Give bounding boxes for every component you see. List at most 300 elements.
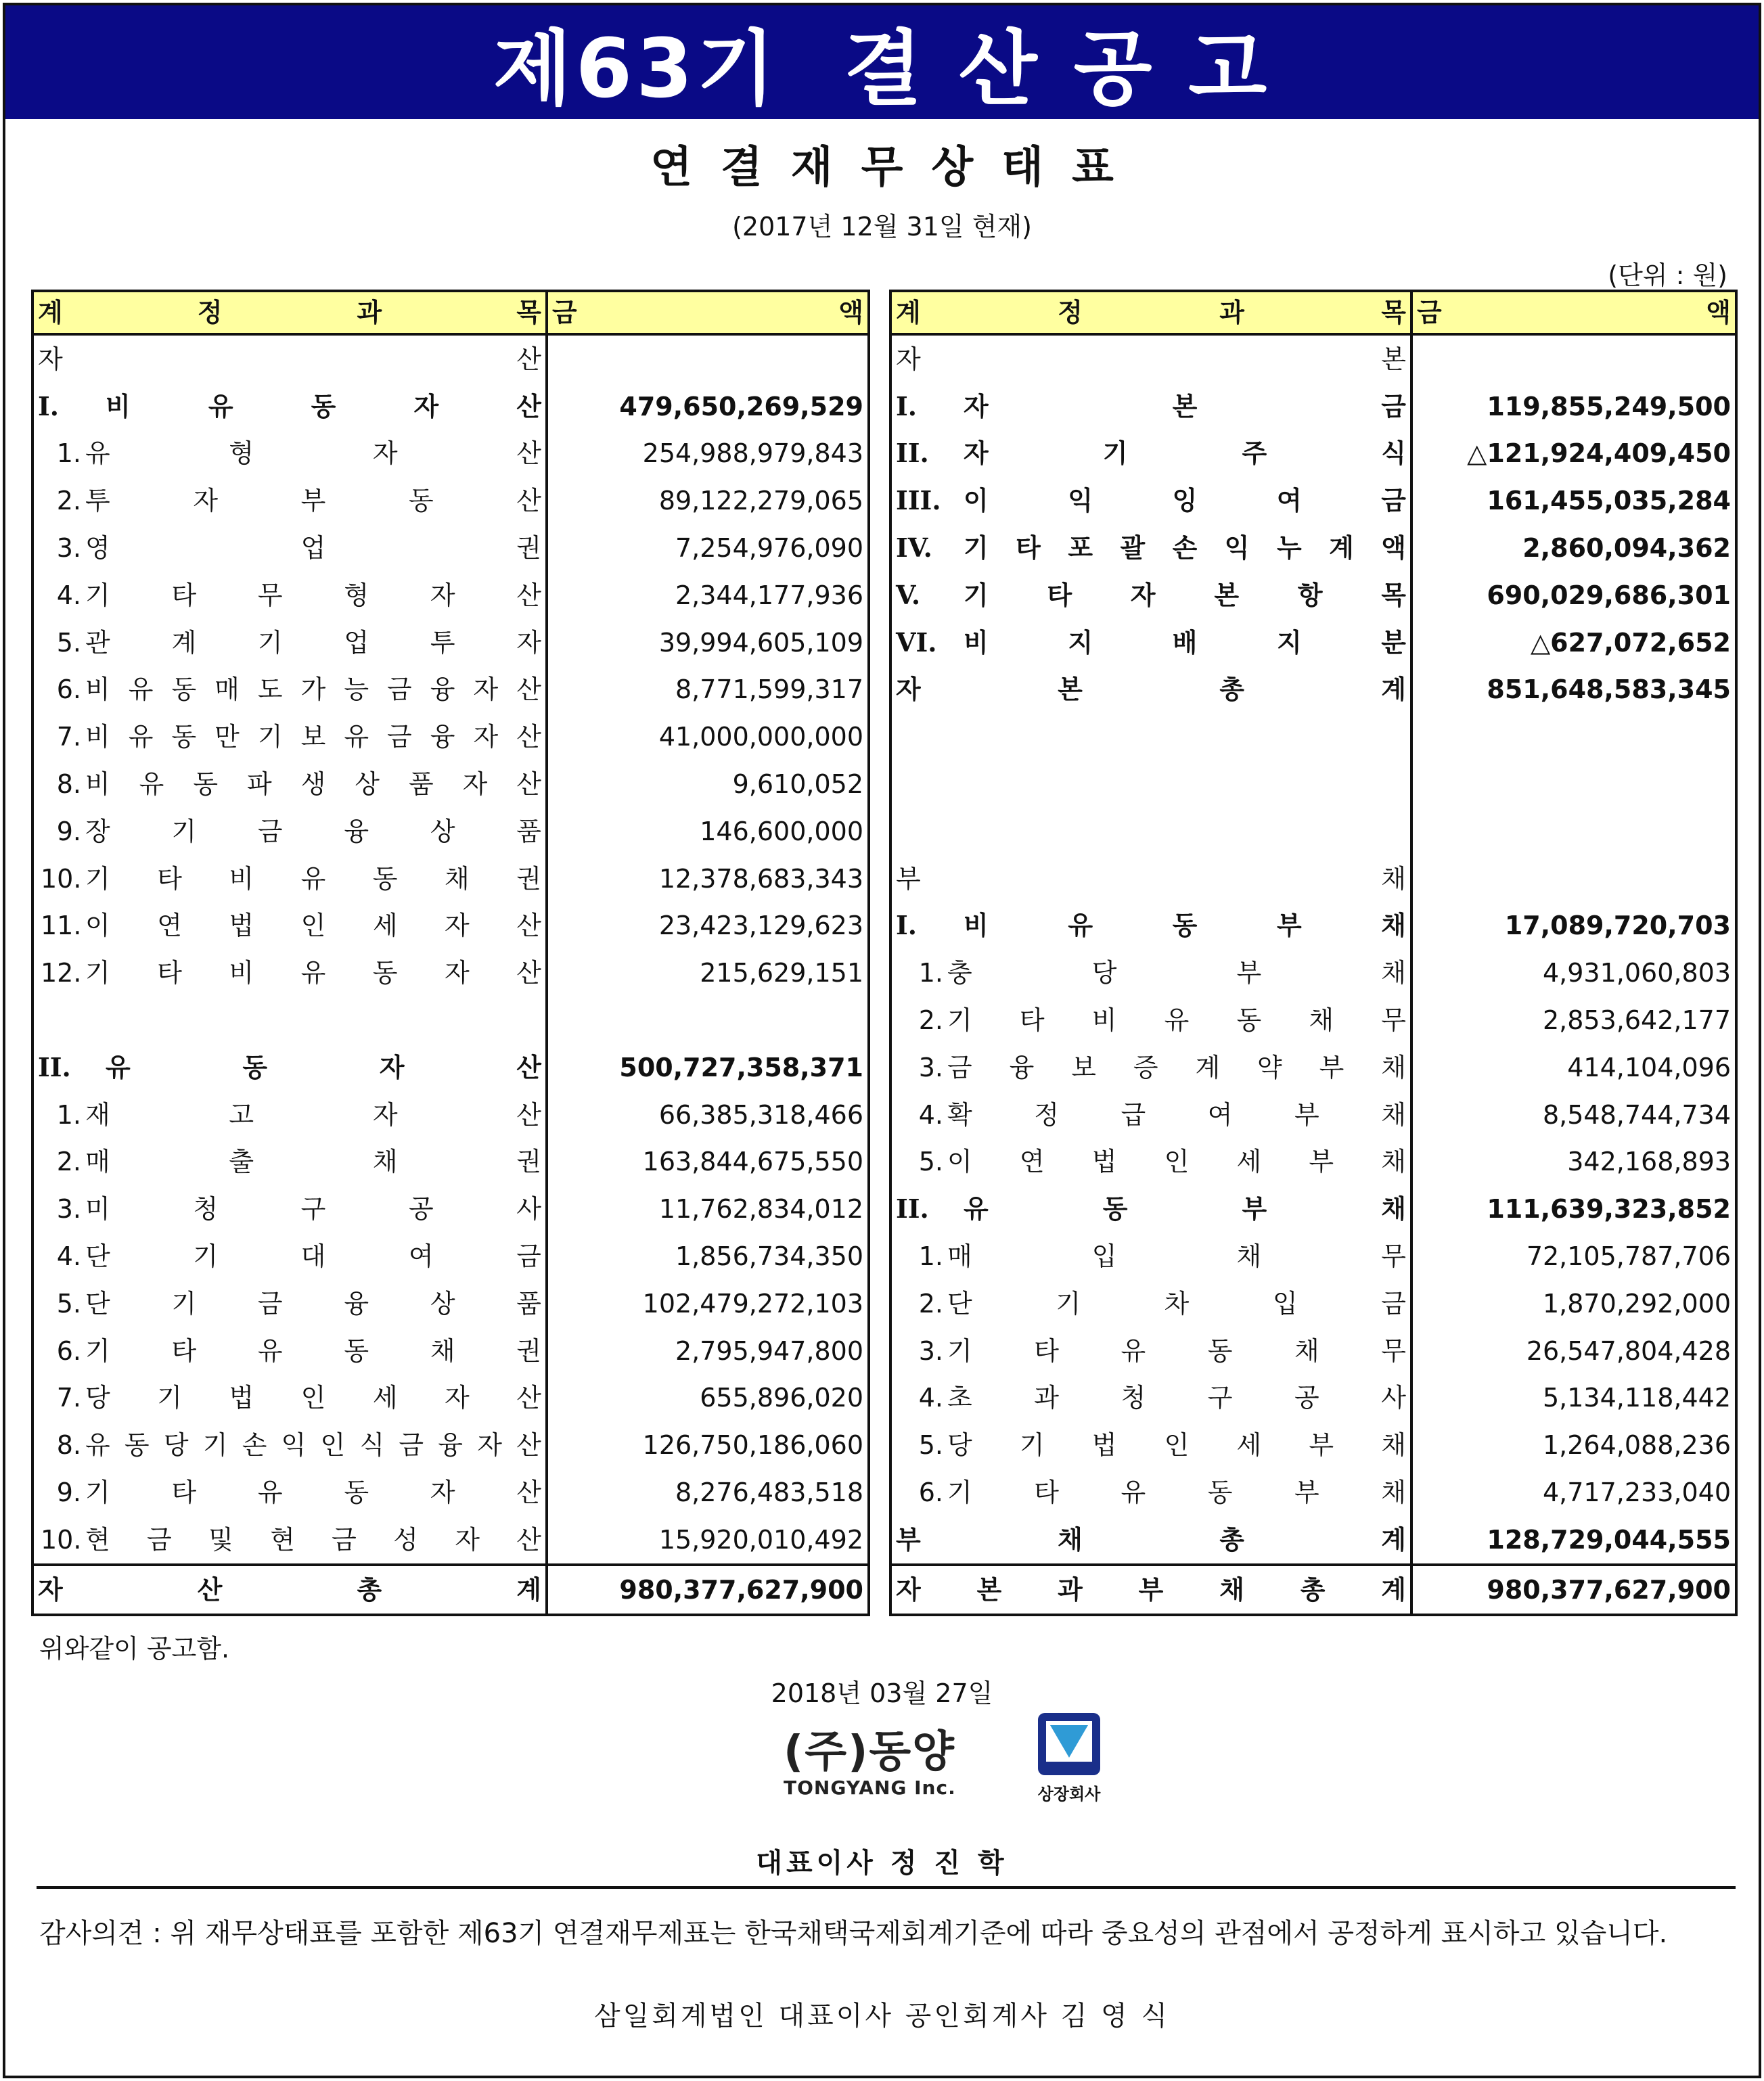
label-char: 본 xyxy=(1058,674,1083,705)
label-char: 당 xyxy=(1091,958,1117,988)
account-cell xyxy=(32,1091,547,1139)
label-char: 무 xyxy=(257,580,283,610)
item-number: 2. xyxy=(918,1288,943,1319)
label-char: 식 xyxy=(1381,438,1406,469)
account-cell xyxy=(890,1233,1411,1280)
label-char: 금 xyxy=(399,1430,424,1461)
label-char: 권 xyxy=(516,533,541,564)
label-char: 동 xyxy=(408,486,434,516)
account-cell xyxy=(890,1327,1411,1375)
label-char: 동 xyxy=(372,958,398,988)
amount-cell xyxy=(1411,855,1736,902)
label-char: 가 xyxy=(300,674,326,705)
label-char: 투 xyxy=(430,627,455,658)
item-number: 5. xyxy=(918,1147,943,1177)
label-char: 기 xyxy=(85,863,110,894)
amount-cell: 66,385,318,466 xyxy=(547,1091,869,1139)
table-header-row xyxy=(890,291,1736,334)
table-row xyxy=(32,1516,869,1565)
label-char: 기 xyxy=(964,580,989,610)
item-number: 3. xyxy=(56,533,81,564)
label-char: 상 xyxy=(355,769,380,800)
table-row xyxy=(890,760,1736,808)
label-char: 산 xyxy=(197,1574,223,1605)
label-char: 타 xyxy=(171,1335,197,1366)
label-char: 산 xyxy=(516,391,541,421)
item-number: 1. xyxy=(918,958,943,988)
label-char: 채 xyxy=(1236,1241,1262,1272)
account-cell xyxy=(32,430,547,478)
label-char: 유 xyxy=(964,1194,989,1225)
label-char: 익 xyxy=(1068,486,1093,516)
table-row xyxy=(890,477,1736,524)
account-cell xyxy=(32,1233,547,1280)
label-char: 이 xyxy=(85,911,110,941)
item-number: 3. xyxy=(56,1194,81,1225)
label-char: 동 xyxy=(344,1335,369,1366)
label-char: 산 xyxy=(516,344,541,374)
label-char: 청 xyxy=(1121,1383,1146,1413)
emblem-shape xyxy=(1035,1710,1103,1778)
label-char: 유 xyxy=(300,863,326,894)
table-row xyxy=(890,1469,1736,1516)
table-row xyxy=(890,949,1736,997)
label-char: 익 xyxy=(1224,533,1250,564)
label-char: 인 xyxy=(300,1383,326,1413)
label-char: 자 xyxy=(38,1574,63,1605)
roman-numeral: I. xyxy=(38,390,60,421)
account-cell xyxy=(890,430,1411,478)
label-char: 부 xyxy=(896,1524,921,1555)
table-row xyxy=(32,477,869,524)
label-char: 과 xyxy=(1058,1574,1083,1605)
title-banner xyxy=(5,5,1759,119)
amount-cell: 655,896,020 xyxy=(547,1375,869,1422)
label-char: 자 xyxy=(896,344,921,374)
amount-cell: 15,920,010,492 xyxy=(547,1516,869,1565)
table-row xyxy=(890,572,1736,619)
label-char: 산 xyxy=(516,1052,541,1082)
label-char: 금 xyxy=(147,1524,172,1555)
label-char: 당 xyxy=(947,1430,972,1461)
account-cell xyxy=(890,949,1411,997)
amount-cell xyxy=(1411,713,1736,760)
label-char: 성 xyxy=(393,1524,418,1555)
amount-cell: △121,924,409,450 xyxy=(1411,430,1736,478)
amount-cell: △627,072,652 xyxy=(1411,619,1736,666)
table-row xyxy=(32,1421,869,1469)
label-char: 현 xyxy=(85,1524,110,1555)
account-cell xyxy=(32,524,547,572)
roman-numeral: II. xyxy=(896,438,929,469)
label-char: 매 xyxy=(214,674,240,705)
equity-liabilities-table xyxy=(889,290,1738,1616)
account-cell xyxy=(32,1280,547,1327)
roman-numeral: I. xyxy=(896,390,918,421)
table-row xyxy=(32,1091,869,1139)
label-char: 본 xyxy=(1381,344,1406,374)
table-row xyxy=(32,997,869,1044)
label-char: 총 xyxy=(1219,674,1244,705)
label-char: 자 xyxy=(896,1574,921,1605)
label-char: 포 xyxy=(1068,533,1093,564)
table-row xyxy=(32,1139,869,1186)
label-char: 자 xyxy=(372,1099,398,1130)
table-row xyxy=(32,1327,869,1375)
account-cell xyxy=(890,808,1411,855)
label-char: 액 xyxy=(1706,298,1731,327)
item-number: 10. xyxy=(41,1524,82,1555)
label-char: 채 xyxy=(1381,1194,1406,1225)
label-char: 주 xyxy=(1242,438,1267,469)
item-number: 5. xyxy=(918,1430,943,1461)
label-char: 채 xyxy=(1381,958,1406,988)
emblem-label: 상장회사 xyxy=(1037,1785,1101,1804)
account-cell xyxy=(890,1375,1411,1422)
label-char: 손 xyxy=(242,1430,267,1461)
account-cell xyxy=(890,334,1411,383)
label-char: 기 xyxy=(202,1430,228,1461)
label-char: 총 xyxy=(1219,1524,1244,1555)
amount-cell: 690,029,686,301 xyxy=(1411,572,1736,619)
account-cell xyxy=(890,477,1411,524)
table-row xyxy=(890,902,1736,950)
item-number: 3. xyxy=(918,1052,943,1082)
label-char: 계 xyxy=(1381,1574,1406,1605)
table-row xyxy=(890,430,1736,478)
label-char: 인 xyxy=(320,1430,346,1461)
label-char: 만 xyxy=(214,722,240,752)
label-char: 비 xyxy=(85,722,110,752)
audit-opinion: 감사의견 : 위 재무상태표를 포함한 제63기 연결재무제표는 한국채택국제회계기준에 따라 중요성의 관점에서 공정하게 표시하고 있습니다. xyxy=(39,1918,1668,1949)
label-char: 자 xyxy=(1130,580,1156,610)
item-number: 1. xyxy=(56,1099,81,1130)
table-row xyxy=(32,666,869,714)
item-number: 2. xyxy=(918,1005,943,1036)
account-cell xyxy=(890,1565,1411,1615)
label-char: 자 xyxy=(455,1524,480,1555)
label-char: 연 xyxy=(157,911,182,941)
label-char: 괄 xyxy=(1120,533,1146,564)
label-char: 법 xyxy=(229,911,254,941)
label-char: 자 xyxy=(462,769,488,800)
table-row xyxy=(32,1469,869,1516)
table-row xyxy=(890,713,1736,760)
label-char: 익 xyxy=(281,1430,307,1461)
assets-table xyxy=(31,290,870,1616)
label-char: 당 xyxy=(163,1430,189,1461)
account-cell xyxy=(32,713,547,760)
label-char: 타 xyxy=(1034,1335,1059,1366)
label-char: 당 xyxy=(85,1383,110,1413)
label-char: 산 xyxy=(516,1383,541,1413)
label-char: 채 xyxy=(1219,1574,1244,1605)
label-char: 유 xyxy=(128,722,154,752)
item-number: 4. xyxy=(56,580,81,610)
table-header-row xyxy=(32,291,869,334)
account-cell xyxy=(32,808,547,855)
amount-cell: 2,344,177,936 xyxy=(547,572,869,619)
label-char: 식 xyxy=(359,1430,385,1461)
amount-cell: 5,134,118,442 xyxy=(1411,1375,1736,1422)
table-row xyxy=(890,1327,1736,1375)
label-char: 기 xyxy=(193,1241,219,1272)
label-char: 차 xyxy=(1164,1288,1190,1319)
account-cell xyxy=(32,902,547,950)
label-char: 채 xyxy=(1381,1147,1406,1177)
label-char: 관 xyxy=(85,627,110,658)
label-char: 동 xyxy=(124,1430,150,1461)
label-char: 부 xyxy=(1236,958,1262,988)
label-char: 산 xyxy=(516,486,541,516)
table-row xyxy=(32,524,869,572)
amount-cell: 9,610,052 xyxy=(547,760,869,808)
label-char: 동 xyxy=(1236,1005,1262,1036)
label-char: 동 xyxy=(344,1478,369,1508)
amount-cell xyxy=(1411,808,1736,855)
label-char: 자 xyxy=(445,958,470,988)
label-char: 약 xyxy=(1257,1052,1282,1082)
label-char: 배 xyxy=(1172,627,1198,658)
label-char: 채 xyxy=(1381,1430,1406,1461)
label-char: 입 xyxy=(1272,1288,1298,1319)
amount-cell: 851,648,583,345 xyxy=(1411,666,1736,714)
item-number: 1. xyxy=(56,438,81,469)
table-row xyxy=(32,855,869,902)
label-char: 계 xyxy=(896,298,921,327)
label-char: 상 xyxy=(430,1288,455,1319)
label-char: 품 xyxy=(408,769,434,800)
label-char: 기 xyxy=(947,1005,972,1036)
amount-cell: 1,870,292,000 xyxy=(1411,1280,1736,1327)
label-char: 자 xyxy=(473,722,499,752)
account-cell xyxy=(890,760,1411,808)
item-number: 5. xyxy=(56,627,81,658)
amount-cell: 500,727,358,371 xyxy=(547,1044,869,1091)
amount-cell xyxy=(547,997,869,1044)
label-char: 융 xyxy=(438,1430,463,1461)
label-char: 자 xyxy=(193,486,219,516)
label-char: 타 xyxy=(171,1478,197,1508)
item-number: 1. xyxy=(918,1241,943,1272)
item-number: 3. xyxy=(918,1335,943,1366)
label-char: 비 xyxy=(106,391,131,421)
label-char: 유 xyxy=(85,1430,110,1461)
label-char: 자 xyxy=(430,580,455,610)
label-char: 채 xyxy=(1058,1524,1083,1555)
label-char: 기 xyxy=(1056,1288,1081,1319)
label-char: 금 xyxy=(947,1052,972,1082)
label-char: 미 xyxy=(85,1194,110,1225)
label-char: 산 xyxy=(516,1524,541,1555)
label-char: 비 xyxy=(229,863,254,894)
account-cell xyxy=(32,760,547,808)
label-char: 기 xyxy=(947,1335,972,1366)
account-cell xyxy=(32,619,547,666)
amount-header xyxy=(547,291,869,334)
amount-header xyxy=(1411,291,1736,334)
label-char: 입 xyxy=(1091,1241,1117,1272)
label-char: 비 xyxy=(1091,1005,1117,1036)
account-cell xyxy=(890,619,1411,666)
label-char: 정 xyxy=(1058,298,1083,327)
account-cell xyxy=(890,902,1411,950)
label-char: 동 xyxy=(193,769,219,800)
item-number: 9. xyxy=(56,816,81,846)
label-char: 자 xyxy=(372,438,398,469)
account-cell xyxy=(32,383,547,430)
item-number: 9. xyxy=(56,1478,81,1508)
label-char: 유 xyxy=(128,674,154,705)
label-char: 계 xyxy=(516,1574,541,1605)
label-char: 금 xyxy=(387,674,412,705)
label-char: 사 xyxy=(1381,1383,1406,1413)
account-cell xyxy=(890,1044,1411,1091)
label-char: 금 xyxy=(1381,391,1406,421)
label-char: 유 xyxy=(257,1478,283,1508)
amount-cell: 111,639,323,852 xyxy=(1411,1185,1736,1233)
account-header xyxy=(32,291,547,334)
account-cell xyxy=(890,572,1411,619)
amount-cell: 1,856,734,350 xyxy=(547,1233,869,1280)
account-cell xyxy=(32,997,547,1044)
account-cell xyxy=(890,1091,1411,1139)
label-char: 비 xyxy=(85,674,110,705)
account-cell xyxy=(890,666,1411,714)
label-char: 기 xyxy=(257,627,283,658)
label-char: 액 xyxy=(838,298,863,327)
total-row xyxy=(890,666,1736,714)
amount-cell: 980,377,627,900 xyxy=(1411,1565,1736,1615)
listed-company-emblem-icon xyxy=(1035,1710,1103,1805)
label-char: 계 xyxy=(1381,674,1406,705)
label-char: 초 xyxy=(947,1383,972,1413)
label-char: 금 xyxy=(332,1524,357,1555)
label-char: 계 xyxy=(1329,533,1354,564)
label-char: 확 xyxy=(947,1099,972,1130)
label-char: 누 xyxy=(1276,533,1302,564)
label-char: 융 xyxy=(344,816,369,846)
label-char: 부 xyxy=(1319,1052,1344,1082)
label-char: 현 xyxy=(270,1524,295,1555)
account-cell xyxy=(890,1139,1411,1186)
label-char: 이 xyxy=(964,486,989,516)
amount-cell: 146,600,000 xyxy=(547,808,869,855)
label-char: 인 xyxy=(300,911,326,941)
label-char: 산 xyxy=(516,911,541,941)
statement-title: 연결재무상태표 xyxy=(650,143,1142,193)
label-char: 채 xyxy=(430,1335,455,1366)
label-char: 금 xyxy=(387,722,412,752)
amount-cell: 414,104,096 xyxy=(1411,1044,1736,1091)
label-char: 업 xyxy=(300,533,326,564)
label-char: 부 xyxy=(1276,911,1302,941)
label-char: 산 xyxy=(516,958,541,988)
label-char: 금 xyxy=(257,1288,283,1319)
table-row xyxy=(890,855,1736,902)
table-row xyxy=(890,1185,1736,1233)
roman-numeral: III. xyxy=(896,485,941,516)
roman-numeral: VI. xyxy=(896,626,937,658)
label-char: 충 xyxy=(947,958,972,988)
auditor-signature: 삼일회계법인 대표이사 공인회계사 김 영 식 xyxy=(593,2000,1171,2032)
amount-cell: 102,479,272,103 xyxy=(547,1280,869,1327)
label-char: 무 xyxy=(1381,1241,1406,1272)
label-char: 채 xyxy=(1381,863,1406,894)
label-char: 공 xyxy=(1294,1383,1319,1413)
label-char: 단 xyxy=(85,1241,110,1272)
label-char: 생 xyxy=(300,769,326,800)
amount-cell: 26,547,804,428 xyxy=(1411,1327,1736,1375)
item-number: 7. xyxy=(56,722,81,752)
label-char: 기 xyxy=(1102,438,1128,469)
label-char: 기 xyxy=(964,533,989,564)
label-char: 기 xyxy=(171,816,197,846)
amount-cell: 163,844,675,550 xyxy=(547,1139,869,1186)
account-cell xyxy=(32,1516,547,1565)
label-char: 구 xyxy=(1207,1383,1233,1413)
item-number: 11. xyxy=(41,911,82,941)
label-char: 부 xyxy=(1309,1147,1334,1177)
amount-cell: 17,089,720,703 xyxy=(1411,902,1736,950)
company-logo-english: TONGYANG Inc. xyxy=(784,1777,956,1799)
label-char: 동 xyxy=(1207,1335,1233,1366)
label-char: 항 xyxy=(1297,580,1323,610)
unit-label: (단위 : 원) xyxy=(1608,260,1727,290)
label-char: 기 xyxy=(1019,1430,1045,1461)
amount-cell: 342,168,893 xyxy=(1411,1139,1736,1186)
account-cell xyxy=(32,666,547,714)
label-char: 영 xyxy=(85,533,110,564)
label-char: 유 xyxy=(300,958,326,988)
table-row xyxy=(890,1280,1736,1327)
label-char: 정 xyxy=(197,298,223,327)
amount-cell: 2,795,947,800 xyxy=(547,1327,869,1375)
label-char: 여 xyxy=(1276,486,1302,516)
label-char: 자 xyxy=(477,1430,502,1461)
label-char: 도 xyxy=(257,674,283,705)
roman-numeral: II. xyxy=(896,1193,929,1225)
label-char: 세 xyxy=(372,1383,398,1413)
label-char: 계 xyxy=(38,298,63,327)
amount-cell: 8,771,599,317 xyxy=(547,666,869,714)
table-row xyxy=(32,572,869,619)
label-char: 손 xyxy=(1172,533,1198,564)
table-row xyxy=(32,1044,869,1091)
label-char: 자 xyxy=(379,1052,405,1082)
account-cell xyxy=(890,997,1411,1044)
label-char: 세 xyxy=(1236,1147,1262,1177)
label-char: 목 xyxy=(516,298,541,327)
announcement-date: 2018년 03월 27일 xyxy=(771,1678,993,1708)
amount-cell xyxy=(1411,334,1736,383)
account-cell xyxy=(32,1469,547,1516)
account-cell xyxy=(890,1469,1411,1516)
account-cell xyxy=(32,855,547,902)
account-cell xyxy=(890,1185,1411,1233)
item-number: 6. xyxy=(56,674,81,705)
company-logo-text: (주)동양 xyxy=(784,1727,955,1777)
label-char: 여 xyxy=(1207,1099,1233,1130)
label-char: 타 xyxy=(157,863,182,894)
label-char: 동 xyxy=(242,1052,268,1082)
label-char: 과 xyxy=(1034,1383,1059,1413)
label-char: 자 xyxy=(473,674,499,705)
amount-cell xyxy=(547,334,869,383)
table-row xyxy=(32,334,869,383)
account-cell xyxy=(890,1280,1411,1327)
label-char: 자 xyxy=(38,344,63,374)
